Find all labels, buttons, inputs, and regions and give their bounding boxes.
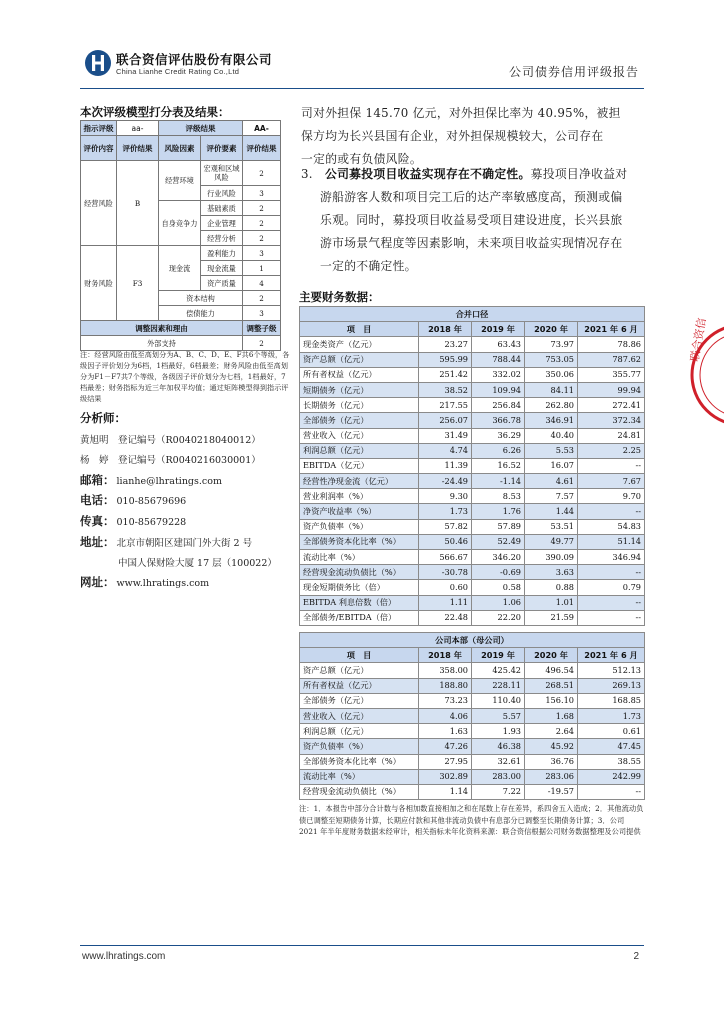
cell-value: 188.80 (419, 678, 472, 693)
fax-label: 传真： (80, 514, 115, 528)
phone-label: 电话： (80, 493, 115, 507)
model-factor: 偿债能力 (159, 306, 243, 321)
cell-value: 787.62 (578, 352, 645, 367)
cell-value: 32.61 (472, 754, 525, 769)
cell-value: 228.11 (472, 678, 525, 693)
paragraph-project-risk (301, 163, 627, 278)
footer-url[interactable]: www.lhratings.com (82, 951, 166, 962)
cell-value: 8.53 (472, 489, 525, 504)
financial-note: 注：1．本报告中部分合计数与各相加数直接相加之和在尾数上存在差异，系四舍五入造成；2．其他流动负债已调整至短期债务计算，长期应付款和其他非流动负债中有息部分已调整至长期债务计算；3．公司 2021 年半年度财务数据未经审计，相关指标未年化资料来源：联合资信根据公司财务数据整理及公司提供 (299, 804, 644, 836)
cell-value: 1.11 (419, 595, 472, 610)
table-row (300, 769, 645, 784)
row-label: 现金短期债务比（倍） (300, 580, 419, 595)
cell-value: -- (578, 610, 645, 625)
para-line: 保方均为长兴县国有企业，对外担保规模较大，公司存在 (301, 129, 604, 143)
cell-value: 1.14 (419, 784, 472, 799)
para-number: 3. (301, 167, 313, 181)
row-label: 经营性净现金流（亿元） (300, 474, 419, 489)
table-row (300, 519, 645, 534)
cell-value: 2.64 (525, 724, 578, 739)
cell-value: 358.00 (419, 663, 472, 678)
cell-value: 5.53 (525, 443, 578, 458)
model-header-row (81, 136, 281, 161)
row-label: 全部债务资本化比率（%） (300, 534, 419, 549)
website-label: 网址： (80, 575, 115, 589)
row-label: 资产负债率（%） (300, 519, 419, 534)
cell-value: 496.54 (525, 663, 578, 678)
cell-value: 4.06 (419, 708, 472, 723)
cell-value: 54.83 (578, 519, 645, 534)
model-row (81, 161, 281, 186)
financial-data-title: 主要财务数据： (299, 290, 380, 304)
model-top-row (81, 121, 281, 136)
cell-value: 84.11 (525, 382, 578, 397)
seal-stamp-icon (684, 300, 724, 450)
cell-value: 0.58 (472, 580, 525, 595)
para-line: 一定的不确定性。 (320, 259, 417, 273)
cell-value: 36.76 (525, 754, 578, 769)
model-score: 3 (243, 186, 281, 201)
row-label: 短期债务（亿元） (300, 382, 419, 397)
table-row (300, 337, 645, 352)
phone-line (80, 492, 186, 508)
para-line: 募投项目净收益对 (530, 167, 628, 181)
cell-value: 332.02 (472, 367, 525, 382)
row-label: 流动比率（%） (300, 769, 419, 784)
row-label: 所有者权益（亿元） (300, 678, 419, 693)
row-label: 营业利润率（%） (300, 489, 419, 504)
table-row (300, 784, 645, 799)
para-line: 游市场景气程度等因素影响，未来项目收益实现情况存在 (320, 236, 623, 250)
table-row (300, 754, 645, 769)
cell-value: 283.00 (472, 769, 525, 784)
model-element: 行业风险 (201, 186, 243, 201)
cell-value: 256.07 (419, 413, 472, 428)
cell-value: 0.79 (578, 580, 645, 595)
cell-value: 268.51 (525, 678, 578, 693)
address-line (80, 534, 252, 550)
column-header: 项 目 (300, 322, 419, 337)
model-score: 2 (243, 216, 281, 231)
model-top-label: 指示评级 (81, 121, 117, 136)
cell-value: 346.94 (578, 550, 645, 565)
cell-value: 36.29 (472, 428, 525, 443)
model-factor: 自身竞争力 (159, 201, 201, 246)
cell-value: 0.61 (578, 724, 645, 739)
analyst-reg: 登记编号（R0040218040012） (118, 435, 261, 446)
table-row (300, 413, 645, 428)
row-label: 流动比率（%） (300, 550, 419, 565)
table-row (300, 580, 645, 595)
model-element: 宏观和区域风险 (201, 161, 243, 186)
cell-value: 753.05 (525, 352, 578, 367)
row-label: 现金类资产（亿元） (300, 337, 419, 352)
row-label: 全部债务（亿元） (300, 413, 419, 428)
model-op-result: B (117, 161, 159, 246)
model-score: 3 (243, 246, 281, 261)
para-line: 司对外担保 145.70 亿元，对外担保比率为 40.95%，被担 (301, 106, 621, 120)
cell-value: 22.48 (419, 610, 472, 625)
cell-value: 49.77 (525, 534, 578, 549)
cell-value: 110.40 (472, 693, 525, 708)
cell-value: 73.23 (419, 693, 472, 708)
model-score: 3 (243, 306, 281, 321)
row-label: 所有者权益（亿元） (300, 367, 419, 382)
cell-value: 38.52 (419, 382, 472, 397)
table-row (300, 504, 645, 519)
cell-value: 1.06 (472, 595, 525, 610)
consolidated-title: 合并口径 (300, 307, 645, 322)
row-label: EBITDA（亿元） (300, 458, 419, 473)
table-row (300, 352, 645, 367)
model-element: 企业管理 (201, 216, 243, 231)
cell-value: 1.44 (525, 504, 578, 519)
model-row (81, 246, 281, 261)
model-element: 基础素质 (201, 201, 243, 216)
cell-value: 2.25 (578, 443, 645, 458)
column-header: 2018 年 (419, 648, 472, 663)
table-row (300, 489, 645, 504)
cell-value: 1.68 (525, 708, 578, 723)
model-note: 注：经营风险由低至高划分为A、B、C、D、E、F共6个等级，各级因子评价划分为6档，1档最好，6档最差；财务风险由低至高划分为F1－F7共7个等级，各级因子评价划分为七档，1档最好，7档最差；财务指标为近三年加权平均值；通过矩阵模型得到指示评级结果 (80, 350, 290, 403)
cell-value: -- (578, 458, 645, 473)
model-col-element: 评价要素 (201, 136, 243, 161)
row-label: 长期债务（亿元） (300, 398, 419, 413)
svg-text:联合资信: 联合资信 (688, 316, 709, 363)
cell-value: 53.51 (525, 519, 578, 534)
cell-value: 45.92 (525, 739, 578, 754)
cell-value: 27.95 (419, 754, 472, 769)
email-label: 邮箱： (80, 473, 115, 487)
parent-company-table (299, 632, 645, 800)
report-title: 公司债券信用评级报告 (508, 65, 639, 79)
address-line-2: 中国人保财险大厦 17 层（100022） (118, 558, 277, 569)
header-divider (80, 88, 644, 89)
cell-value: 40.40 (525, 428, 578, 443)
table-row (300, 474, 645, 489)
analyst-entry (80, 452, 261, 466)
cell-value: 272.41 (578, 398, 645, 413)
row-label: 资产总额（亿元） (300, 663, 419, 678)
model-col-content: 评价内容 (81, 136, 117, 161)
cell-value: 21.59 (525, 610, 578, 625)
model-fin-content: 财务风险 (81, 246, 117, 321)
cell-value: 1.93 (472, 724, 525, 739)
analyst-name: 杨 婷 (80, 455, 109, 466)
cell-value: 23.27 (419, 337, 472, 352)
cell-value: 242.99 (578, 769, 645, 784)
table-row (300, 428, 645, 443)
fax-line (80, 513, 186, 529)
cell-value: 6.26 (472, 443, 525, 458)
model-score: 1 (243, 261, 281, 276)
para-line: 一定的或有负债风险。 (301, 152, 422, 166)
model-adjust-factor: 外部支持 (81, 336, 243, 351)
row-label: 全部债务（亿元） (300, 693, 419, 708)
model-op-content: 经营风险 (81, 161, 117, 246)
cell-value: -0.69 (472, 565, 525, 580)
cell-value: 346.91 (525, 413, 578, 428)
cell-value: 350.06 (525, 367, 578, 382)
table-row (300, 724, 645, 739)
table-row (300, 693, 645, 708)
cell-value: 11.39 (419, 458, 472, 473)
cell-value: 63.43 (472, 337, 525, 352)
model-factor: 经营环境 (159, 161, 201, 201)
cell-value: -30.78 (419, 565, 472, 580)
cell-value: 109.94 (472, 382, 525, 397)
table-row (300, 595, 645, 610)
column-header: 2020 年 (525, 322, 578, 337)
cell-value: 3.63 (525, 565, 578, 580)
model-adjust-level: 2 (243, 336, 281, 351)
model-score: 2 (243, 161, 281, 186)
cell-value: 0.60 (419, 580, 472, 595)
page-number: 2 (633, 951, 639, 962)
cell-value: 217.55 (419, 398, 472, 413)
cell-value: 47.45 (578, 739, 645, 754)
parent-title: 公司本部（母公司） (300, 633, 645, 648)
cell-value: 7.22 (472, 784, 525, 799)
cell-value: 788.44 (472, 352, 525, 367)
cell-value: 156.10 (525, 693, 578, 708)
model-adjust-title: 调整因素和理由 (81, 321, 243, 336)
cell-value: 0.88 (525, 580, 578, 595)
email-line (80, 472, 222, 488)
row-label: 资产总额（亿元） (300, 352, 419, 367)
cell-value: -1.14 (472, 474, 525, 489)
column-header: 2019 年 (472, 322, 525, 337)
cell-value: 251.42 (419, 367, 472, 382)
cell-value: 372.34 (578, 413, 645, 428)
address-line-1: 北京市朝阳区建国门外大街 2 号 (116, 538, 253, 549)
table-row (300, 739, 645, 754)
row-label: 利润总额（亿元） (300, 443, 419, 458)
cell-value: -- (578, 565, 645, 580)
table-row (300, 565, 645, 580)
column-header: 2021 年 6 月 (578, 648, 645, 663)
analyst-entry (80, 432, 261, 446)
website-line (80, 574, 209, 590)
analyst-name: 黄旭明 (80, 435, 109, 446)
model-section-title: 本次评级模型打分表及结果： (80, 105, 230, 119)
cell-value: 50.46 (419, 534, 472, 549)
address-label: 地址： (80, 535, 115, 549)
cell-value: 16.52 (472, 458, 525, 473)
footer-divider (80, 945, 644, 946)
cell-value: -- (578, 504, 645, 519)
table-row (300, 678, 645, 693)
cell-value: 38.55 (578, 754, 645, 769)
para-line: 游船游客人数和项目完工后的达产率敏感度高，预测或偏 (320, 190, 623, 204)
row-label: 利润总额（亿元） (300, 724, 419, 739)
column-header: 2020 年 (525, 648, 578, 663)
cell-value: 4.61 (525, 474, 578, 489)
table-row (300, 443, 645, 458)
table-row (300, 382, 645, 397)
table-row (300, 550, 645, 565)
column-header: 2019 年 (472, 648, 525, 663)
cell-value: 9.30 (419, 489, 472, 504)
table-row (300, 458, 645, 473)
website-value[interactable]: www.lhratings.com (116, 578, 210, 589)
cell-value: 283.06 (525, 769, 578, 784)
model-indicative-rating: aa- (117, 121, 159, 136)
table-row (300, 610, 645, 625)
cell-value: 4.74 (419, 443, 472, 458)
row-label: 营业收入（亿元） (300, 708, 419, 723)
email-value[interactable]: lianhe@lhratings.com (116, 476, 222, 487)
cell-value: 24.81 (578, 428, 645, 443)
model-adjust-header (81, 321, 281, 336)
cell-value: 7.67 (578, 474, 645, 489)
model-score: 2 (243, 201, 281, 216)
model-col-factor: 风险因素 (159, 136, 201, 161)
company-name-en: China Lianhe Credit Rating Co.,Ltd (116, 67, 240, 76)
model-result-label: 评级结果 (159, 121, 243, 136)
cell-value: 1.63 (419, 724, 472, 739)
row-label: 经营现金流动负债比（%） (300, 784, 419, 799)
model-score: 2 (243, 291, 281, 306)
cell-value: 73.97 (525, 337, 578, 352)
model-factor: 现金流 (159, 246, 201, 291)
cell-value: 566.67 (419, 550, 472, 565)
rating-model-table (80, 120, 281, 351)
cell-value: 46.38 (472, 739, 525, 754)
row-label: 资产负债率（%） (300, 739, 419, 754)
cell-value: 99.94 (578, 382, 645, 397)
column-header: 项 目 (300, 648, 419, 663)
cell-value: 7.57 (525, 489, 578, 504)
cell-value: -- (578, 784, 645, 799)
model-col-result: 评价结果 (117, 136, 159, 161)
cell-value: 78.86 (578, 337, 645, 352)
model-adjust-level-title: 调整子级 (243, 321, 281, 336)
table-row (300, 398, 645, 413)
cell-value: 52.49 (472, 534, 525, 549)
model-col-score: 评价结果 (243, 136, 281, 161)
para-line: 乐观。同时，募投项目收益易受项目建设进度，长兴县旅 (320, 213, 623, 227)
cell-value: 1.73 (419, 504, 472, 519)
cell-value: 256.84 (472, 398, 525, 413)
fax-value: 010-85679228 (116, 517, 187, 528)
cell-value: 57.82 (419, 519, 472, 534)
paragraph-guarantee (301, 102, 621, 171)
analyst-label: 分析师： (80, 411, 126, 425)
cell-value: 31.49 (419, 428, 472, 443)
cell-value: 595.99 (419, 352, 472, 367)
cell-value: 57.89 (472, 519, 525, 534)
cell-value: -19.57 (525, 784, 578, 799)
row-label: 营业收入（亿元） (300, 428, 419, 443)
cell-value: 1.73 (578, 708, 645, 723)
cell-value: 425.42 (472, 663, 525, 678)
model-score: 2 (243, 231, 281, 246)
model-element: 盈利能力 (201, 246, 243, 261)
model-element: 现金流量 (201, 261, 243, 276)
table-row (300, 708, 645, 723)
row-label: 净资产收益率（%） (300, 504, 419, 519)
company-name-cn: 联合资信评估股份有限公司 (116, 52, 273, 67)
model-element: 经营分析 (201, 231, 243, 246)
cell-value: 47.26 (419, 739, 472, 754)
row-label: 经营现金流动负债比（%） (300, 565, 419, 580)
row-label: 全部债务/EBITDA（倍） (300, 610, 419, 625)
cell-value: 51.14 (578, 534, 645, 549)
table-row (300, 367, 645, 382)
model-rating-result: AA- (243, 121, 281, 136)
model-element: 资产质量 (201, 276, 243, 291)
cell-value: 9.70 (578, 489, 645, 504)
cell-value: 16.07 (525, 458, 578, 473)
phone-value: 010-85679696 (116, 496, 187, 507)
cell-value: 22.20 (472, 610, 525, 625)
model-fin-result: F3 (117, 246, 159, 321)
consolidated-table (299, 306, 645, 626)
cell-value: 512.13 (578, 663, 645, 678)
cell-value: 302.89 (419, 769, 472, 784)
cell-value: 346.20 (472, 550, 525, 565)
column-header: 2021 年 6 月 (578, 322, 645, 337)
cell-value: -24.49 (419, 474, 472, 489)
table-row (300, 663, 645, 678)
column-header: 2018 年 (419, 322, 472, 337)
cell-value: 5.57 (472, 708, 525, 723)
row-label: EBITDA 利息倍数（倍） (300, 595, 419, 610)
model-score: 4 (243, 276, 281, 291)
cell-value: -- (578, 595, 645, 610)
company-logo-icon (84, 49, 112, 77)
cell-value: 366.78 (472, 413, 525, 428)
para-bold: 公司募投项目收益实现存在不确定性。 (324, 167, 531, 181)
table-row (300, 534, 645, 549)
cell-value: 1.01 (525, 595, 578, 610)
cell-value: 269.13 (578, 678, 645, 693)
cell-value: 355.77 (578, 367, 645, 382)
row-label: 全部债务资本化比率（%） (300, 754, 419, 769)
cell-value: 168.85 (578, 693, 645, 708)
cell-value: 1.76 (472, 504, 525, 519)
cell-value: 390.09 (525, 550, 578, 565)
model-factor: 资本结构 (159, 291, 243, 306)
analyst-reg: 登记编号（R0040216030001） (118, 455, 261, 466)
cell-value: 262.80 (525, 398, 578, 413)
